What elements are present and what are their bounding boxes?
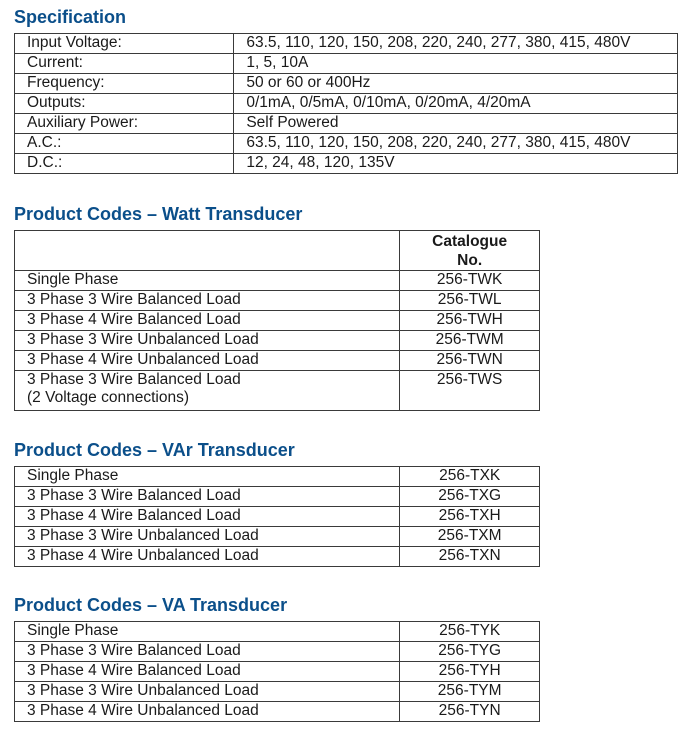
table-row bbox=[15, 34, 678, 54]
spec-value: 63.5, 110, 120, 150, 208, 220, 240, 277, 380, 415, 480V bbox=[234, 34, 678, 54]
table-row bbox=[15, 547, 540, 567]
product-description: 3 Phase 4 Wire Unbalanced Load bbox=[15, 547, 400, 567]
spec-label: Outputs: bbox=[15, 94, 234, 114]
product-description: 3 Phase 3 Wire Balanced Load bbox=[15, 291, 400, 311]
product-description: 3 Phase 3 Wire Balanced Load bbox=[15, 487, 400, 507]
table-row bbox=[15, 467, 540, 487]
catalogue-header-line2: No. bbox=[457, 252, 483, 269]
product-description: 3 Phase 3 Wire Unbalanced Load bbox=[15, 527, 400, 547]
product-description: 3 Phase 4 Wire Unbalanced Load bbox=[15, 351, 400, 371]
catalogue-code: 256-TWS bbox=[400, 371, 540, 411]
catalogue-code: 256-TXK bbox=[400, 467, 540, 487]
catalogue-code: 256-TWH bbox=[400, 311, 540, 331]
product-description: 3 Phase 4 Wire Unbalanced Load bbox=[15, 702, 400, 722]
product-description: Single Phase bbox=[15, 271, 400, 291]
table-row bbox=[15, 371, 540, 411]
table-row bbox=[15, 702, 540, 722]
table-row bbox=[15, 331, 540, 351]
catalogue-header-line1: Catalogue bbox=[432, 233, 508, 250]
specification-table bbox=[14, 33, 678, 174]
catalogue-code: 256-TXN bbox=[400, 547, 540, 567]
table-row bbox=[15, 54, 678, 74]
spec-value: 63.5, 110, 120, 150, 208, 220, 240, 277, 380, 415, 480V bbox=[234, 134, 678, 154]
spec-value: 12, 24, 48, 120, 135V bbox=[234, 154, 678, 174]
table-row bbox=[15, 114, 678, 134]
catalogue-code: 256-TYH bbox=[400, 662, 540, 682]
catalogue-code: 256-TWM bbox=[400, 331, 540, 351]
product-description: 3 Phase 4 Wire Balanced Load bbox=[15, 311, 400, 331]
description-header bbox=[15, 231, 400, 271]
table-row bbox=[15, 271, 540, 291]
catalogue-code: 256-TWN bbox=[400, 351, 540, 371]
va-transducer-heading: Product Codes – VA Transducer bbox=[14, 595, 288, 615]
catalogue-code: 256-TWL bbox=[400, 291, 540, 311]
table-row bbox=[15, 74, 678, 94]
table-header-row bbox=[15, 231, 540, 271]
table-row bbox=[15, 682, 540, 702]
product-description-line2: (2 Voltage connections) bbox=[27, 389, 189, 406]
product-description: 3 Phase 3 Wire Unbalanced Load bbox=[15, 331, 400, 351]
catalogue-code: 256-TXM bbox=[400, 527, 540, 547]
product-description: Single Phase bbox=[15, 467, 400, 487]
table-row bbox=[15, 622, 540, 642]
spec-label: Frequency: bbox=[15, 74, 234, 94]
table-row bbox=[15, 134, 678, 154]
spec-label: D.C.: bbox=[15, 154, 234, 174]
catalogue-code: 256-TYN bbox=[400, 702, 540, 722]
var-transducer-heading: Product Codes – VAr Transducer bbox=[14, 440, 295, 460]
watt-transducer-heading: Product Codes – Watt Transducer bbox=[14, 204, 303, 224]
product-description: Single Phase bbox=[15, 622, 400, 642]
table-row bbox=[15, 642, 540, 662]
table-row bbox=[15, 527, 540, 547]
watt-transducer-table bbox=[14, 230, 540, 411]
catalogue-code: 256-TWK bbox=[400, 271, 540, 291]
table-row bbox=[15, 311, 540, 331]
catalogue-code: 256-TYM bbox=[400, 682, 540, 702]
spec-label: A.C.: bbox=[15, 134, 234, 154]
table-row bbox=[15, 662, 540, 682]
catalogue-code: 256-TYK bbox=[400, 622, 540, 642]
product-description: 3 Phase 3 Wire Unbalanced Load bbox=[15, 682, 400, 702]
table-row bbox=[15, 351, 540, 371]
spec-value: Self Powered bbox=[234, 114, 678, 134]
product-description: 3 Phase 3 Wire Balanced Load bbox=[15, 642, 400, 662]
table-row bbox=[15, 291, 540, 311]
var-transducer-table bbox=[14, 466, 540, 567]
catalogue-code: 256-TYG bbox=[400, 642, 540, 662]
product-description bbox=[15, 371, 400, 411]
va-transducer-table bbox=[14, 621, 540, 722]
spec-value: 0/1mA, 0/5mA, 0/10mA, 0/20mA, 4/20mA bbox=[234, 94, 678, 114]
table-row bbox=[15, 94, 678, 114]
specification-heading: Specification bbox=[14, 7, 127, 27]
spec-label: Input Voltage: bbox=[15, 34, 234, 54]
product-description-line1: 3 Phase 3 Wire Balanced Load bbox=[27, 371, 241, 388]
product-description: 3 Phase 4 Wire Balanced Load bbox=[15, 507, 400, 527]
spec-label: Current: bbox=[15, 54, 234, 74]
table-row bbox=[15, 154, 678, 174]
spec-value: 1, 5, 10A bbox=[234, 54, 678, 74]
catalogue-code: 256-TXG bbox=[400, 487, 540, 507]
catalogue-no-header bbox=[400, 231, 540, 271]
product-description: 3 Phase 4 Wire Balanced Load bbox=[15, 662, 400, 682]
table-row bbox=[15, 507, 540, 527]
table-row bbox=[15, 487, 540, 507]
spec-value: 50 or 60 or 400Hz bbox=[234, 74, 678, 94]
catalogue-code: 256-TXH bbox=[400, 507, 540, 527]
spec-label: Auxiliary Power: bbox=[15, 114, 234, 134]
